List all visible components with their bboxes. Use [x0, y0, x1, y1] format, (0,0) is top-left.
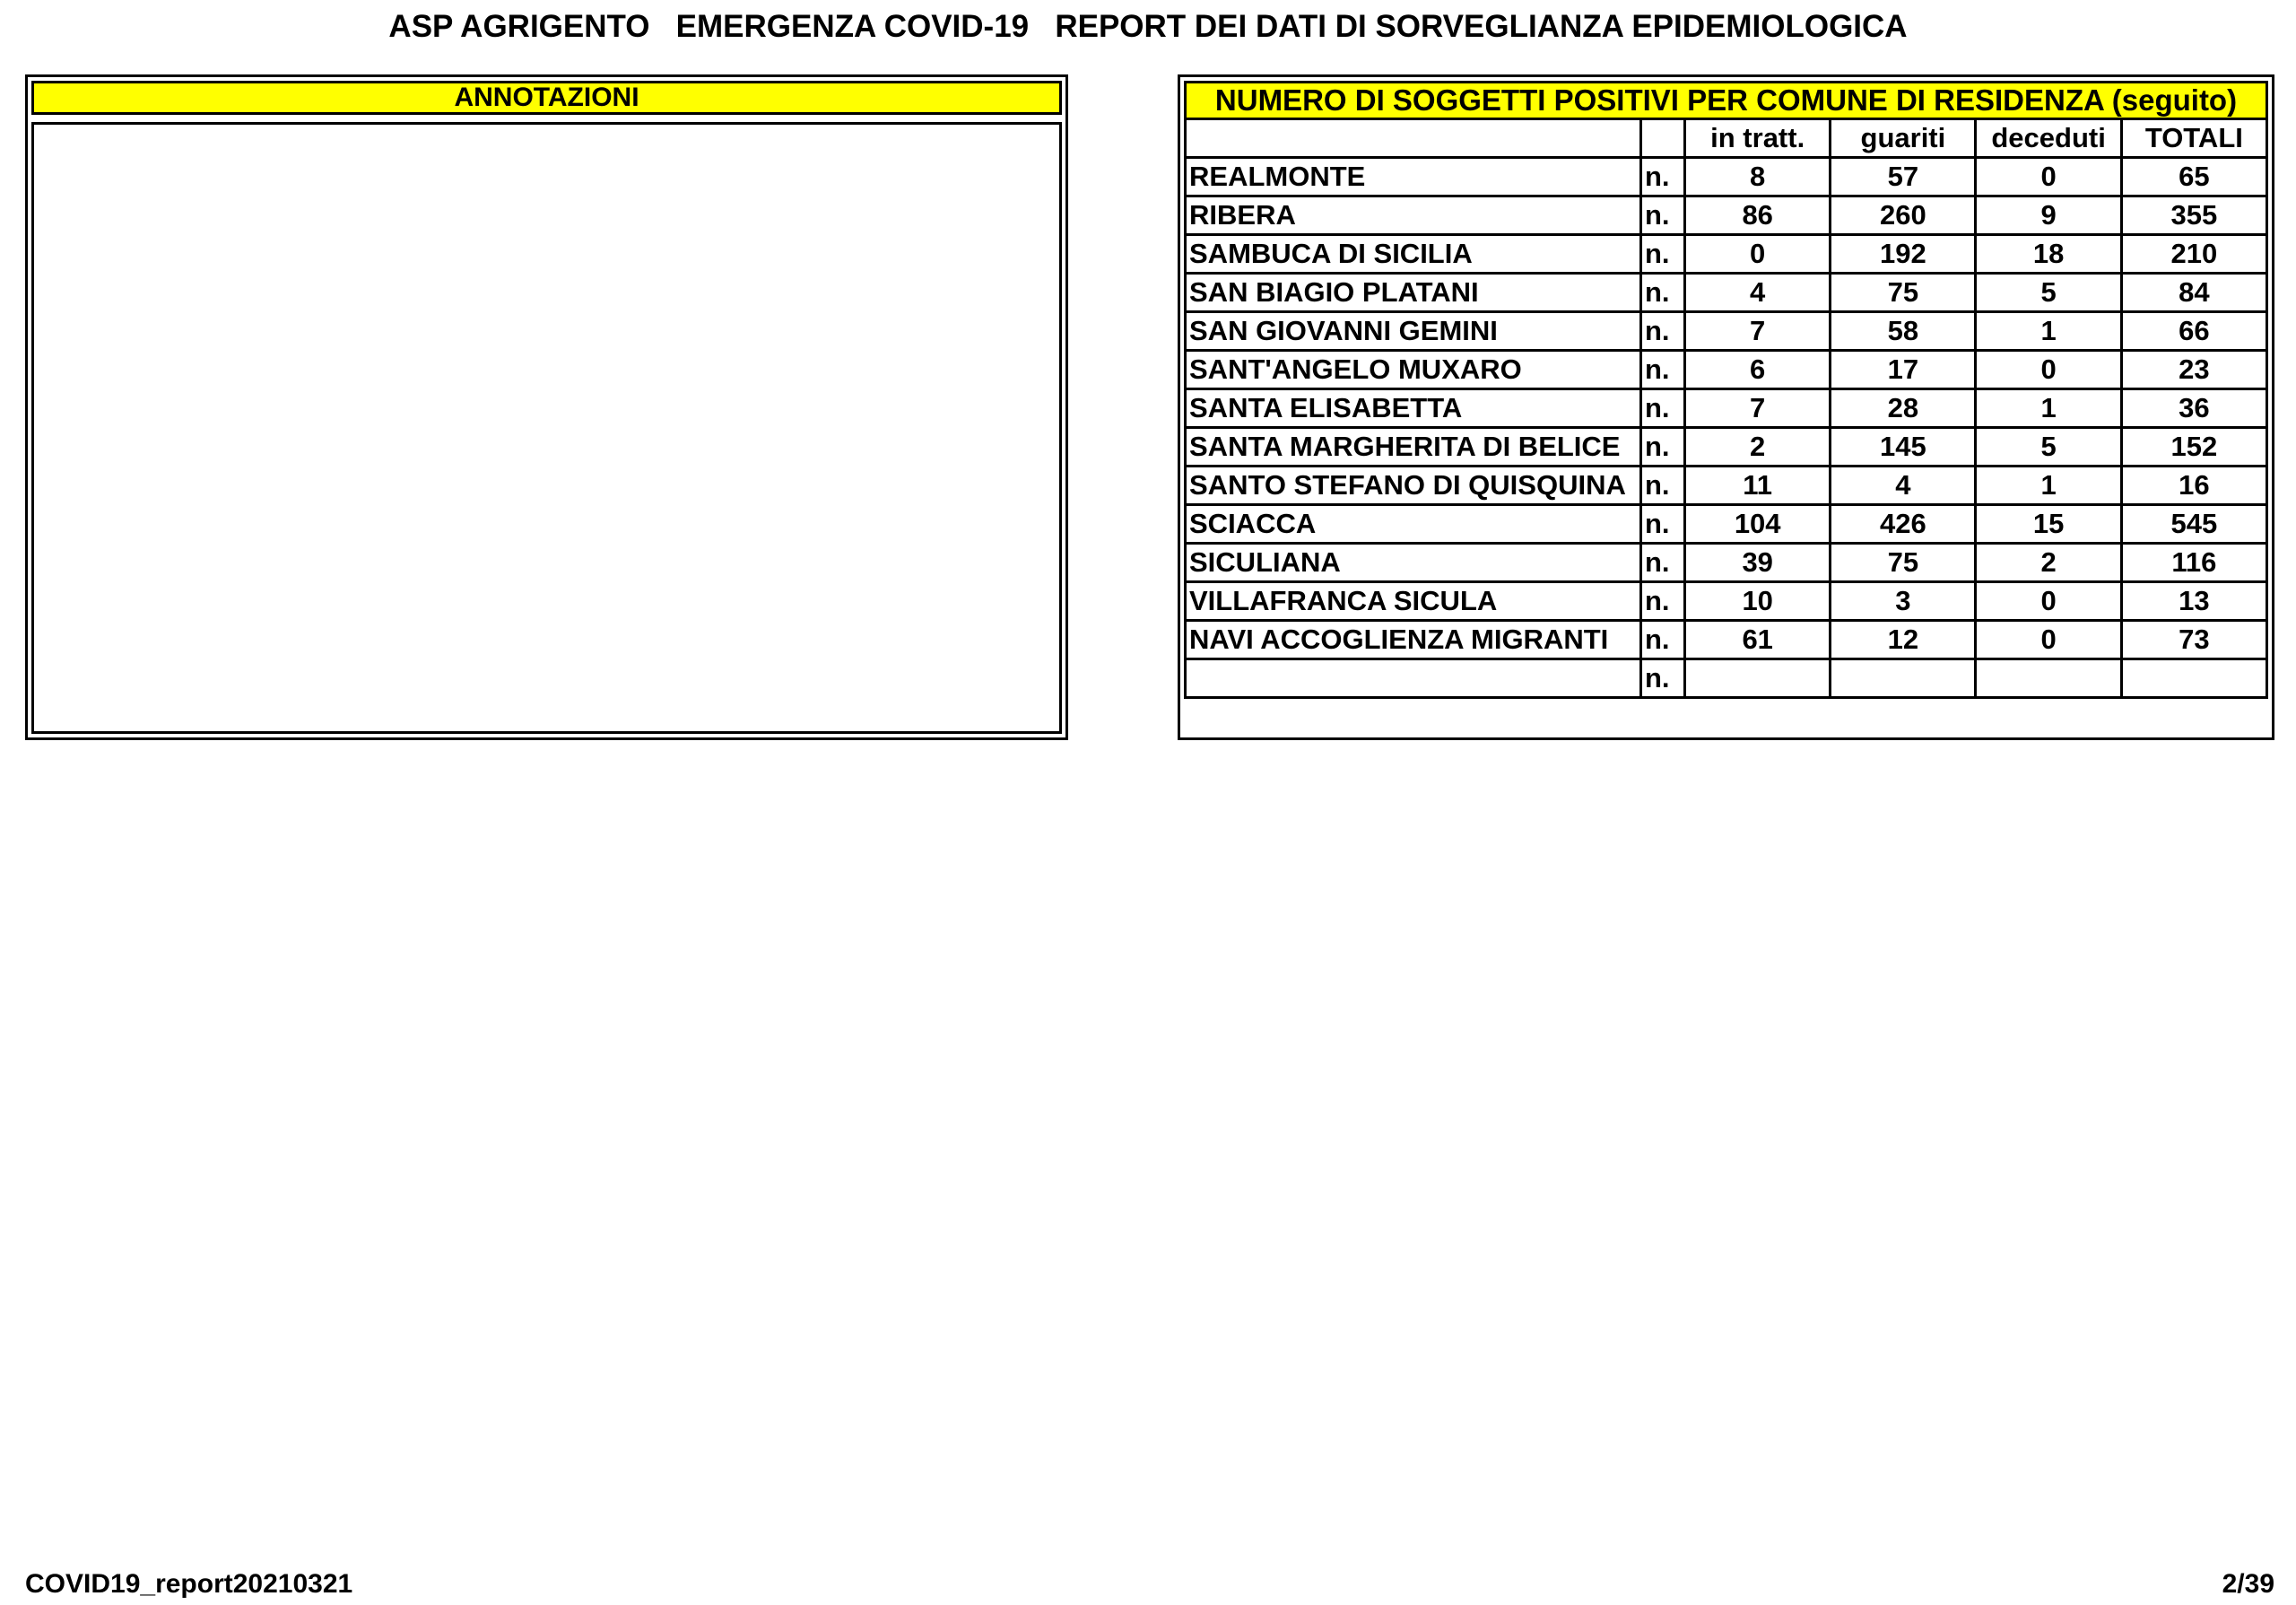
recovered-count: 75 — [1831, 544, 1976, 582]
municipality-name: SANTO STEFANO DI QUISQUINA — [1186, 467, 1641, 505]
deceased-count: 15 — [1976, 505, 2121, 544]
in-treatment-count: 11 — [1685, 467, 1831, 505]
table-row — [1186, 235, 2267, 274]
table-row — [1186, 621, 2267, 659]
recovered-count: 4 — [1831, 467, 1976, 505]
page-title: ASP AGRIGENTO EMERGENZA COVID-19 REPORT DEI DATI DI SORVEGLIANZA EPIDEMIOLOGICA — [388, 9, 1908, 44]
in-treatment-count: 2 — [1685, 428, 1831, 467]
annotations-body — [31, 122, 1062, 734]
table-row — [1186, 158, 2267, 196]
column-header: TOTALI — [2121, 119, 2266, 158]
deceased-count: 2 — [1976, 544, 2121, 582]
recovered-count: 192 — [1831, 235, 1976, 274]
municipality-name: SAN GIOVANNI GEMINI — [1186, 312, 1641, 351]
deceased-count: 0 — [1976, 351, 2121, 389]
unit-label: n. — [1640, 582, 1684, 621]
total-count: 116 — [2121, 544, 2266, 582]
deceased-count: 0 — [1976, 582, 2121, 621]
recovered-count: 260 — [1831, 196, 1976, 235]
column-header: guariti — [1831, 119, 1976, 158]
annotations-heading: ANNOTAZIONI — [31, 81, 1062, 115]
deceased-count: 9 — [1976, 196, 2121, 235]
in-treatment-count — [1685, 659, 1831, 698]
municipality-name — [1186, 659, 1641, 698]
total-count: 13 — [2121, 582, 2266, 621]
in-treatment-count: 0 — [1685, 235, 1831, 274]
recovered-count: 75 — [1831, 274, 1976, 312]
unit-label: n. — [1640, 158, 1684, 196]
recovered-count: 12 — [1831, 621, 1976, 659]
residence-table-panel — [1178, 74, 2274, 740]
municipality-name: SANT'ANGELO MUXARO — [1186, 351, 1641, 389]
footer-filename: COVID19_report20210321 — [25, 1569, 353, 1599]
in-treatment-count: 104 — [1685, 505, 1831, 544]
recovered-count: 58 — [1831, 312, 1976, 351]
deceased-count — [1976, 659, 2121, 698]
footer-page-number: 2/39 — [2222, 1569, 2274, 1599]
total-count: 66 — [2121, 312, 2266, 351]
unit-label: n. — [1640, 351, 1684, 389]
table-row — [1186, 312, 2267, 351]
in-treatment-count: 7 — [1685, 389, 1831, 428]
recovered-count: 28 — [1831, 389, 1976, 428]
total-count: 210 — [2121, 235, 2266, 274]
municipality-name: SANTA ELISABETTA — [1186, 389, 1641, 428]
table-row — [1186, 467, 2267, 505]
municipality-name: SCIACCA — [1186, 505, 1641, 544]
municipality-name: VILLAFRANCA SICULA — [1186, 582, 1641, 621]
deceased-count: 18 — [1976, 235, 2121, 274]
recovered-count: 3 — [1831, 582, 1976, 621]
unit-label: n. — [1640, 312, 1684, 351]
annotations-panel — [25, 74, 1068, 740]
recovered-count: 17 — [1831, 351, 1976, 389]
deceased-count: 1 — [1976, 467, 2121, 505]
municipality-name: NAVI ACCOGLIENZA MIGRANTI — [1186, 621, 1641, 659]
residence-table — [1184, 81, 2268, 699]
recovered-count: 57 — [1831, 158, 1976, 196]
recovered-count: 145 — [1831, 428, 1976, 467]
table-row — [1186, 428, 2267, 467]
column-header: deceduti — [1976, 119, 2121, 158]
in-treatment-count: 39 — [1685, 544, 1831, 582]
municipality-name: SAN BIAGIO PLATANI — [1186, 274, 1641, 312]
unit-label: n. — [1640, 659, 1684, 698]
column-header-row — [1186, 119, 2267, 158]
column-header — [1186, 119, 1641, 158]
table-heading: NUMERO DI SOGGETTI POSITIVI PER COMUNE DI RESIDENZA (seguito) — [1186, 83, 2267, 119]
in-treatment-count: 6 — [1685, 351, 1831, 389]
in-treatment-count: 61 — [1685, 621, 1831, 659]
total-count: 36 — [2121, 389, 2266, 428]
in-treatment-count: 4 — [1685, 274, 1831, 312]
in-treatment-count: 7 — [1685, 312, 1831, 351]
column-header: in tratt. — [1685, 119, 1831, 158]
deceased-count: 0 — [1976, 621, 2121, 659]
total-count: 355 — [2121, 196, 2266, 235]
deceased-count: 1 — [1976, 312, 2121, 351]
total-count: 545 — [2121, 505, 2266, 544]
unit-label: n. — [1640, 235, 1684, 274]
table-row — [1186, 582, 2267, 621]
municipality-name: SANTA MARGHERITA DI BELICE — [1186, 428, 1641, 467]
total-count: 23 — [2121, 351, 2266, 389]
deceased-count: 0 — [1976, 158, 2121, 196]
unit-label: n. — [1640, 505, 1684, 544]
total-count: 73 — [2121, 621, 2266, 659]
total-count: 152 — [2121, 428, 2266, 467]
deceased-count: 5 — [1976, 274, 2121, 312]
recovered-count — [1831, 659, 1976, 698]
in-treatment-count: 10 — [1685, 582, 1831, 621]
table-row — [1186, 351, 2267, 389]
table-row — [1186, 505, 2267, 544]
unit-label: n. — [1640, 621, 1684, 659]
table-row — [1186, 274, 2267, 312]
total-count: 65 — [2121, 158, 2266, 196]
table-body — [1186, 158, 2267, 698]
unit-label: n. — [1640, 196, 1684, 235]
table-row — [1186, 544, 2267, 582]
unit-label: n. — [1640, 544, 1684, 582]
unit-label: n. — [1640, 428, 1684, 467]
table-row — [1186, 389, 2267, 428]
unit-label: n. — [1640, 467, 1684, 505]
total-count: 84 — [2121, 274, 2266, 312]
deceased-count: 5 — [1976, 428, 2121, 467]
recovered-count: 426 — [1831, 505, 1976, 544]
unit-label: n. — [1640, 389, 1684, 428]
table-row — [1186, 196, 2267, 235]
unit-label: n. — [1640, 274, 1684, 312]
municipality-name: REALMONTE — [1186, 158, 1641, 196]
total-count: 16 — [2121, 467, 2266, 505]
in-treatment-count: 8 — [1685, 158, 1831, 196]
total-count — [2121, 659, 2266, 698]
municipality-name: RIBERA — [1186, 196, 1641, 235]
deceased-count: 1 — [1976, 389, 2121, 428]
municipality-name: SICULIANA — [1186, 544, 1641, 582]
table-row — [1186, 659, 2267, 698]
in-treatment-count: 86 — [1685, 196, 1831, 235]
municipality-name: SAMBUCA DI SICILIA — [1186, 235, 1641, 274]
column-header — [1640, 119, 1684, 158]
